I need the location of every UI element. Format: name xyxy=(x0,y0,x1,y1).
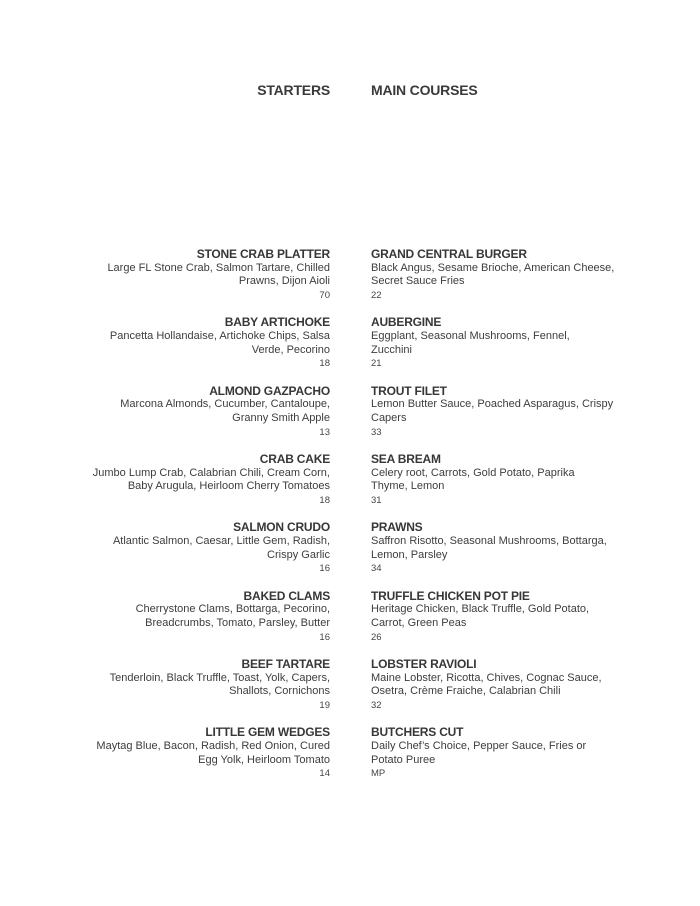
menu-item xyxy=(371,453,643,508)
item-price: 26 xyxy=(371,631,382,643)
menu-item xyxy=(58,453,330,508)
item-name: BABY ARTICHOKE xyxy=(224,315,330,330)
desc-line: Shallots, Cornichons xyxy=(229,685,330,698)
desc-line: Granny Smith Apple xyxy=(232,412,330,425)
item-name: TROUT FILET xyxy=(371,383,447,398)
menu-item xyxy=(58,590,330,645)
menu-item xyxy=(371,316,643,371)
item-description xyxy=(58,467,330,494)
item-price: 16 xyxy=(319,563,330,575)
desc-line: Zucchini xyxy=(371,343,412,356)
item-description xyxy=(371,672,643,699)
desc-line: Jumbo Lump Crab, Calabrian Chili, Cream Corn, xyxy=(92,466,330,479)
item-name: BEEF TARTARE xyxy=(241,656,330,671)
item-name: ALMOND GAZPACHO xyxy=(209,383,330,398)
menu-item xyxy=(58,248,330,303)
item-name: SEA BREAM xyxy=(371,451,441,466)
item-price: 32 xyxy=(371,699,382,711)
item-name: AUBERGINE xyxy=(371,315,442,330)
starters-section xyxy=(58,83,330,795)
desc-line: Atlantic Salmon, Caesar, Little Gem, Radish, xyxy=(112,534,330,547)
desc-line: Saffron Risotto, Seasonal Mushrooms, Bottarga, xyxy=(371,534,607,547)
desc-line: Large FL Stone Crab, Salmon Tartare, Chilled xyxy=(107,261,330,274)
item-price: 34 xyxy=(371,563,382,575)
item-price: 13 xyxy=(319,426,330,438)
main-courses-section xyxy=(371,83,643,795)
item-description xyxy=(58,672,330,699)
menu-item xyxy=(371,248,643,303)
desc-line: Heritage Chicken, Black Truffle, Gold Potato, xyxy=(371,603,590,616)
desc-line: Daily Chef’s Choice, Pepper Sauce, Fries or xyxy=(371,739,587,752)
desc-line: Capers xyxy=(371,412,407,425)
desc-line: Tenderloin, Black Truffle, Toast, Yolk, Capers, xyxy=(109,671,330,684)
item-description xyxy=(371,262,643,289)
menu-item xyxy=(58,521,330,576)
item-name: STONE CRAB PLATTER xyxy=(196,247,330,261)
desc-line: Egg Yolk, Heirloom Tomato xyxy=(198,753,330,766)
item-description xyxy=(371,603,643,630)
item-name: CRAB CAKE xyxy=(259,451,330,466)
desc-line: Prawns, Dijon Aioli xyxy=(238,275,330,288)
menu-item xyxy=(58,658,330,713)
menu-item xyxy=(371,590,643,645)
menu-item xyxy=(371,385,643,440)
item-description xyxy=(58,330,330,357)
desc-line: Maytag Blue, Bacon, Radish, Red Onion, Cured xyxy=(96,739,330,752)
item-name: SALMON CRUDO xyxy=(233,520,330,535)
item-description xyxy=(58,740,330,767)
item-name: GRAND CENTRAL BURGER xyxy=(371,247,527,261)
desc-line: Thyme, Lemon xyxy=(371,480,445,493)
item-name: TRUFFLE CHICKEN POT PIE xyxy=(371,588,530,603)
item-name: LITTLE GEM WEDGES xyxy=(205,725,330,740)
section-title-main-courses: MAIN COURSES xyxy=(371,82,478,98)
item-description xyxy=(371,535,643,562)
item-description xyxy=(58,603,330,630)
desc-line: Pancetta Hollandaise, Artichoke Chips, Salsa xyxy=(109,330,330,343)
desc-line: Osetra, Crème Fraiche, Calabrian Chili xyxy=(371,685,561,698)
item-description xyxy=(58,398,330,425)
item-price: 31 xyxy=(371,495,382,507)
item-description xyxy=(371,398,643,425)
menu-item xyxy=(371,658,643,713)
item-name: BAKED CLAMS xyxy=(243,588,330,603)
item-price: 18 xyxy=(319,358,330,370)
item-description xyxy=(371,740,643,767)
desc-line: Marcona Almonds, Cucumber, Cantaloupe, xyxy=(120,398,330,411)
desc-line: Lemon, Parsley xyxy=(371,548,448,561)
item-description xyxy=(371,330,643,357)
desc-line: Secret Sauce Fries xyxy=(371,275,465,288)
item-description xyxy=(58,262,330,289)
item-price: 70 xyxy=(319,290,330,302)
menu-item xyxy=(58,316,330,371)
item-price: 33 xyxy=(371,426,382,438)
item-description xyxy=(371,467,643,494)
item-price: 19 xyxy=(319,699,330,711)
desc-line: Celery root, Carrots, Gold Potato, Paprika xyxy=(371,466,575,479)
desc-line: Black Angus, Sesame Brioche, American Cheese, xyxy=(371,261,615,274)
desc-line: Verde, Pecorino xyxy=(251,343,330,356)
desc-line: Cherrystone Clams, Bottarga, Pecorino, xyxy=(135,603,330,616)
menu-item xyxy=(58,385,330,440)
item-price: 14 xyxy=(319,768,330,780)
item-price: 18 xyxy=(319,495,330,507)
item-name: BUTCHERS CUT xyxy=(371,725,464,740)
item-price: MP xyxy=(371,768,386,780)
desc-line: Carrot, Green Peas xyxy=(371,616,467,629)
desc-line: Baby Arugula, Heirloom Cherry Tomatoes xyxy=(127,480,330,493)
desc-line: Lemon Butter Sauce, Poached Asparagus, Crispy xyxy=(371,398,614,411)
item-price: 16 xyxy=(319,631,330,643)
desc-line: Eggplant, Seasonal Mushrooms, Fennel, xyxy=(371,330,570,343)
desc-line: Breadcrumbs, Tomato, Parsley, Butter xyxy=(145,616,330,629)
item-name: LOBSTER RAVIOLI xyxy=(371,656,477,671)
menu-item xyxy=(58,726,330,781)
section-title-starters: STARTERS xyxy=(257,82,330,98)
desc-line: Potato Puree xyxy=(371,753,436,766)
menu-item xyxy=(371,726,643,781)
item-description xyxy=(58,535,330,562)
item-price: 21 xyxy=(371,358,382,370)
desc-line: Maine Lobster, Ricotta, Chives, Cognac Sauce, xyxy=(371,671,602,684)
menu-item xyxy=(371,521,643,576)
item-price: 22 xyxy=(371,290,382,302)
desc-line: Crispy Garlic xyxy=(267,548,330,561)
item-name: PRAWNS xyxy=(371,520,423,535)
